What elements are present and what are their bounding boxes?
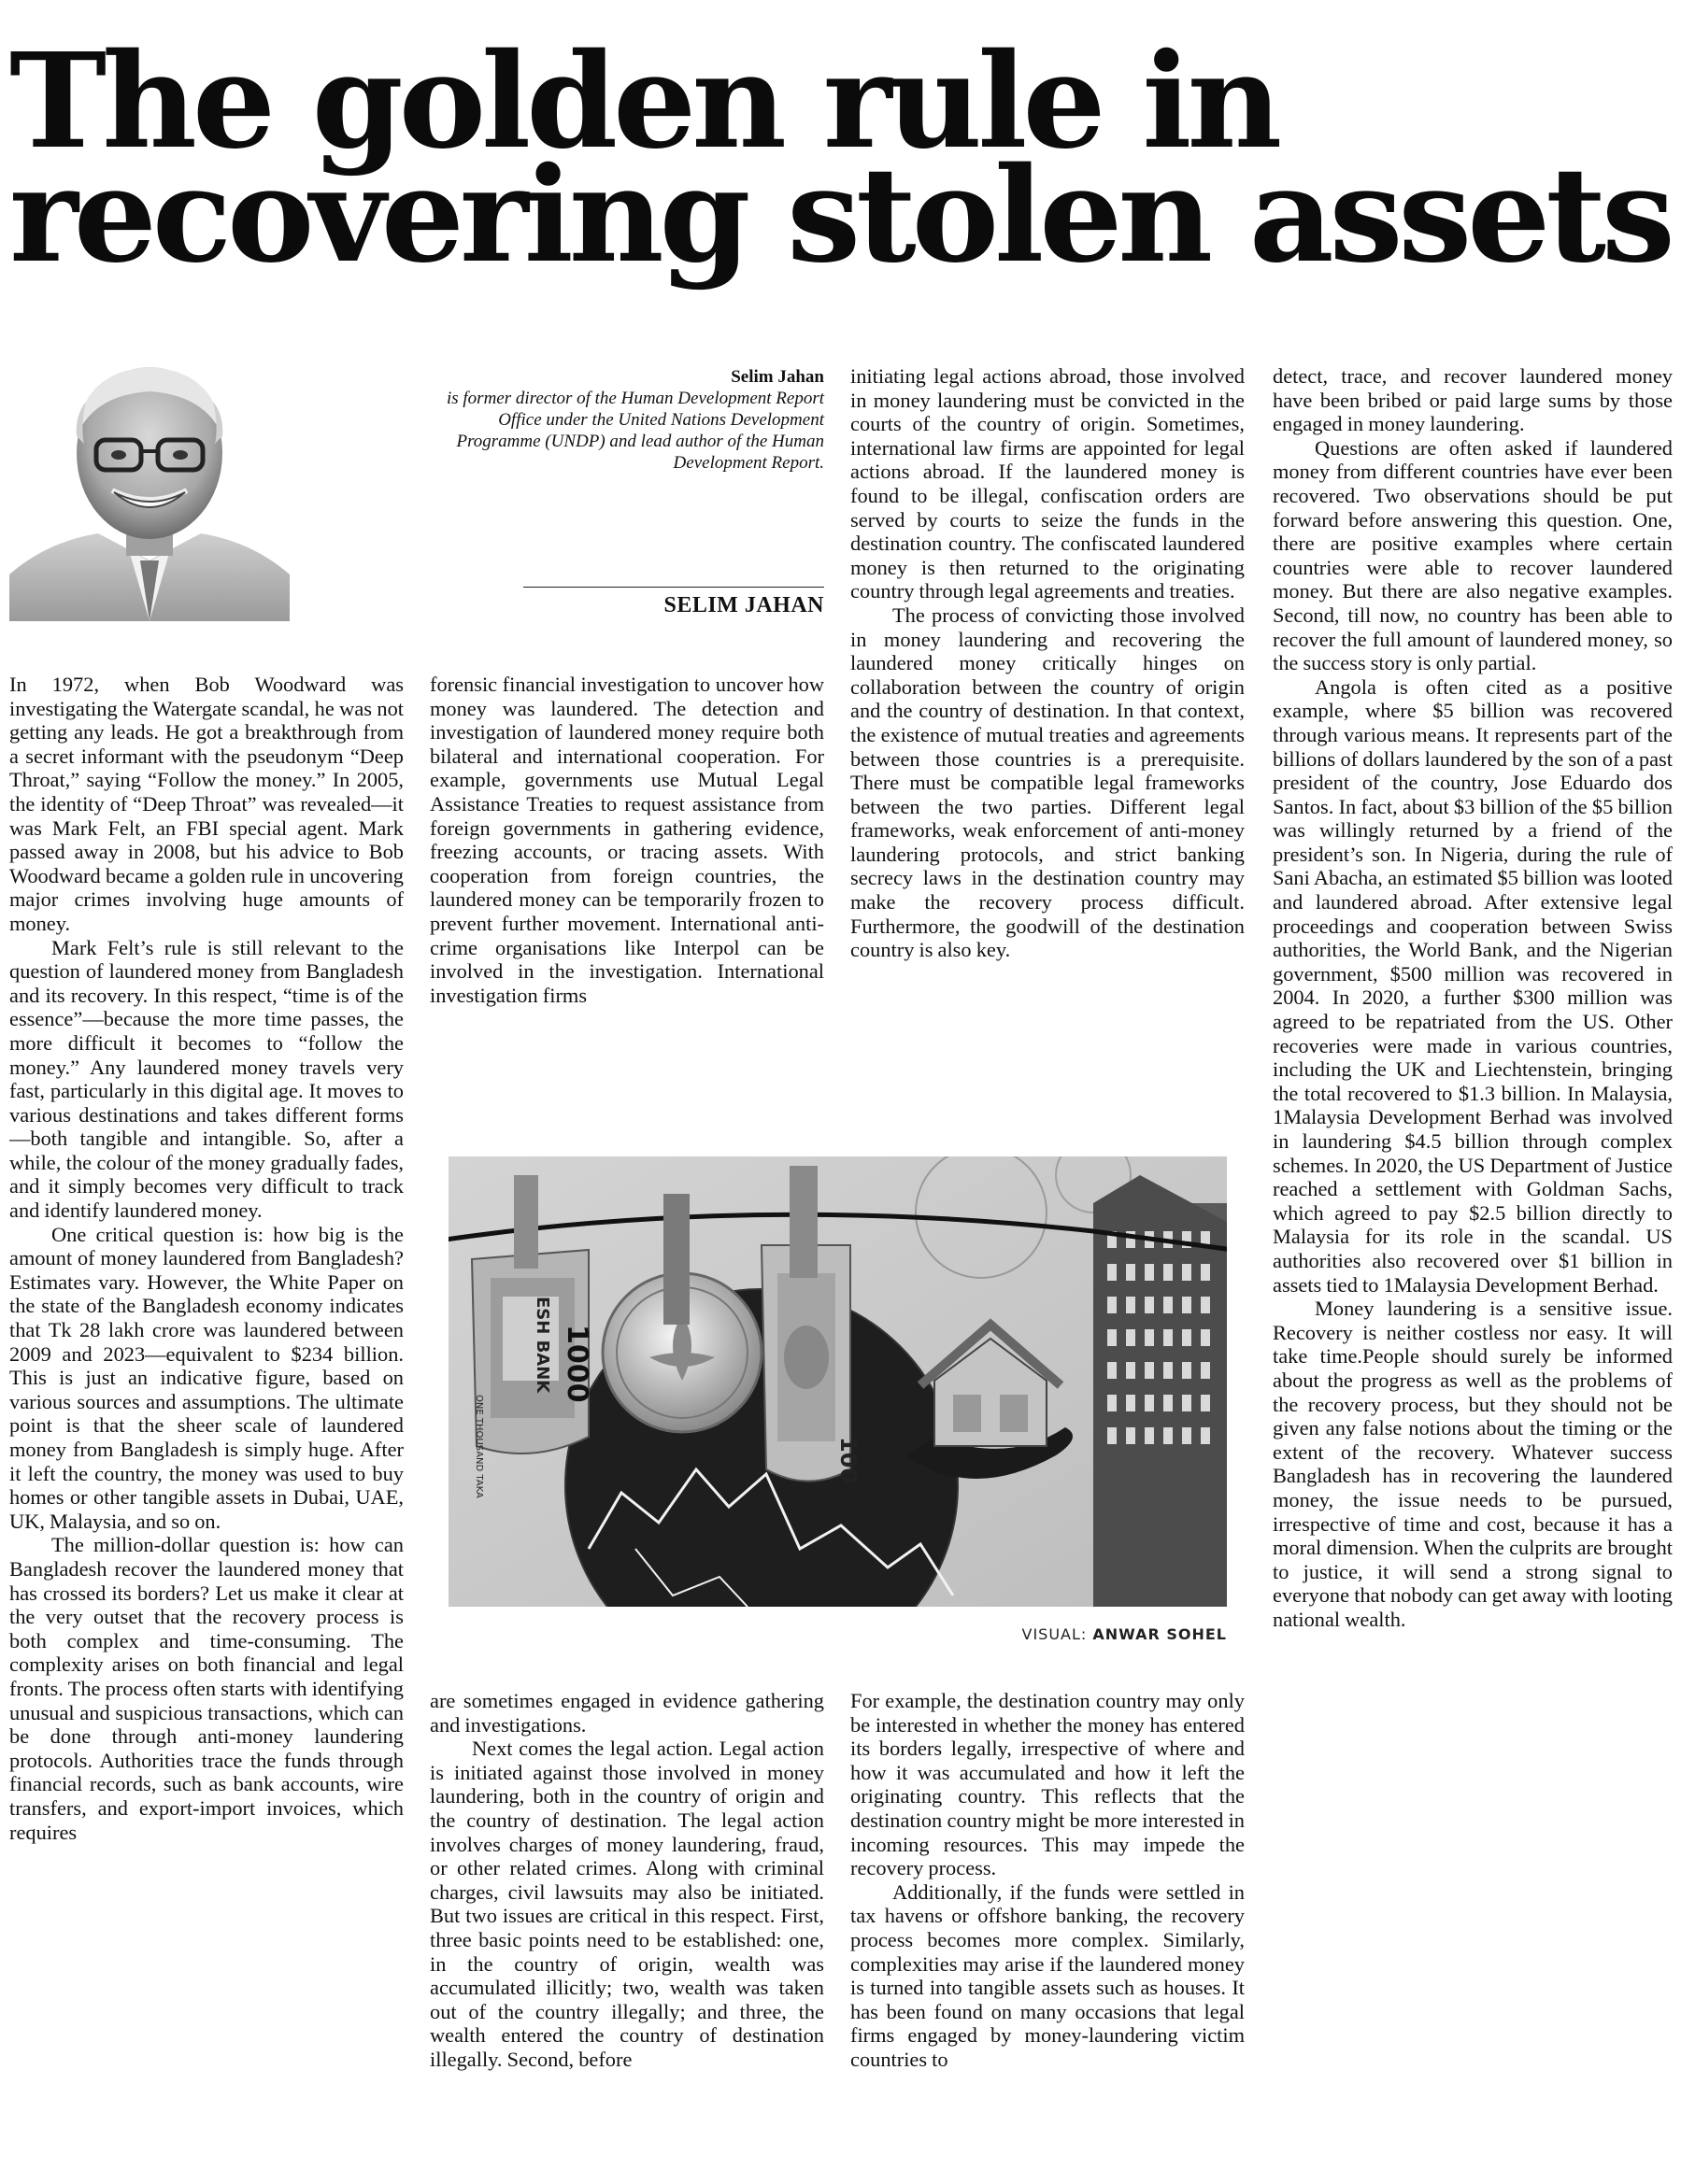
paragraph: are sometimes engaged in evidence gathering and investigations. xyxy=(430,1689,824,1737)
article-column-1 xyxy=(9,673,404,2177)
byline: SELIM JAHAN xyxy=(523,587,824,618)
paragraph: In 1972, when Bob Woodward was investigating the Watergate scandal, he was not getting any leads. He got a breakthrough from a secret informant with the pseudonym “Deep Throat,” saying “Follow the money.” In 2005, the identity of “Deep Throat” was revealed—it was Mark Felt, an FBI special agent. Mark passed away in 2008, but his advice to Bob Woodward became a golden rule in uncovering major crimes involving huge amounts of money. xyxy=(9,673,404,935)
paragraph: initiating legal actions abroad, those involved in money laundering must be convicted in the courts of the country of origin. Sometimes, international law firms are appointed for legal actions abroad. If the laundered money is found to be illegal, confiscation orders are served by courts to seize the funds in the destination country. The confiscated laundered money is then returned to the originating country through legal agreements and treaties. xyxy=(850,364,1245,603)
paragraph: Money laundering is a sensitive issue. Recovery is neither costless nor easy. It will take time.People should surely be informed about the progress as well as the problems of the recovery process, but they should not be given any false notions about the timing or the extent of the recovery. Whatever success Bangladesh has in recovering the laundered money, the issue needs to be pursued, irrespective of time and cost, because it has a moral dimension. When the culprits are brought to justice, it will send a strong signal to everyone that nobody can get away with looting national wealth. xyxy=(1273,1297,1673,1631)
paragraph: Questions are often asked if laundered money from different countries have ever been recovered. Two observations should be put forward before answering this question. One, there are positive examples where certain countries were able to recover laundered money. But there are also negative examples. Second, till now, no country has been able to recover the full amount of laundered money, so the success story is only partial. xyxy=(1273,435,1673,675)
banknote-bank-text: ESH BANK xyxy=(533,1297,552,1394)
author-block xyxy=(439,366,824,474)
article-illustration xyxy=(449,1156,1227,1607)
dollar-value-text: 100 xyxy=(835,1437,862,1484)
author-name: Selim Jahan xyxy=(731,367,824,387)
article-column-2-bottom xyxy=(430,1689,824,2177)
visual-credit-label: VISUAL: xyxy=(1021,1625,1088,1643)
visual-credit-name: ANWAR SOHEL xyxy=(1092,1625,1227,1643)
paragraph: Next comes the legal action. Legal action is initiated against those involved in money laundering, both in the country of origin and the country of destination. The legal action involves charges of money laundering, fraud, or other related crimes. Along with criminal charges, civil lawsuits may also be initiated. But two issues are critical in this respect. First, three basic points need to be established: one, in the country of origin, wealth was accumulated illicitly; two, wealth was taken out of the country illegally; and three, the wealth entered the country of destination illegally. Second, before xyxy=(430,1737,824,2071)
clothespin-3 xyxy=(790,1166,818,1278)
author-portrait xyxy=(9,350,290,621)
banknote-dollar xyxy=(762,1245,862,1483)
clothespin-2 xyxy=(663,1194,690,1325)
visual-credit xyxy=(972,1625,1227,1643)
paragraph: For example, the destination country may only be interested in whether the money has entered its borders legally, irrespective of where and how it was accumulated and how it left the originating country. This reflects that the destination country might be more interested in incoming resources. This may impede the recovery process. xyxy=(850,1689,1245,1880)
banknote-words-text: ONE THOUSAND TAKA xyxy=(474,1395,484,1498)
author-bio: is former director of the Human Development Report Office under the United Nations Development Programme (UNDP) and lead author of the Human Development Report. xyxy=(446,389,824,473)
clothespin-1 xyxy=(514,1175,538,1269)
paragraph: forensic financial investigation to uncover how money was laundered. The detection and investigation of laundered money require both bilateral and international cooperation. For example, governments use Mutual Legal Assistance Treaties to request assistance from foreign governments in gathering evidence, freezing accounts, or tracing assets. With cooperation from foreign countries, the laundered money can be temporarily frozen to prevent further movement. International anti-crime organisations like Interpol can be involved in the investigation. International investigation firms xyxy=(430,673,824,1007)
headline-line-1: The golden rule in xyxy=(9,25,1278,178)
article-column-2-top xyxy=(430,673,824,1123)
banknote-value-text: 1000 xyxy=(561,1325,593,1403)
article-column-3-bottom xyxy=(850,1689,1245,2177)
headline xyxy=(9,25,1673,292)
paragraph: The million-dollar question is: how can Bangladesh recover the laundered money that has crossed its borders? Let us make it clear at the very outset that the recovery process is both complex and time-consuming. The complexity arises on both financial and legal fronts. The process often starts with identifying unusual and suspicious transactions, which can be done through anti-money laundering protocols. Authorities trace the funds through financial records, such as bank accounts, wire transfers, and export-import invoices, which requires xyxy=(9,1533,404,1844)
article-column-3-top xyxy=(850,364,1245,1123)
paragraph: Mark Felt’s rule is still relevant to the question of laundered money from Bangladesh and its recovery. In this respect, “time is of the essence”—because the more time passes, the more difficult it becomes to “follow the money.” Any laundered money travels very fast, particularly in this digital age. It moves to various destinations and takes different forms—both tangible and intangible. So, after a while, the colour of the money gradually fades, and it simply becomes very difficult to track and identify laundered money. xyxy=(9,935,404,1223)
paragraph: detect, trace, and recover laundered money have been bribed or paid large sums by those engaged in money laundering. xyxy=(1273,364,1673,436)
paragraph: The process of convicting those involved in money laundering and recovering the laundered money critically hinges on collaboration between the country of origin and the country of destination. In that context, the existence of mutual treaties and agreements between those countries is a prerequisite. There must be compatible legal frameworks between the two parties. Different legal frameworks, weak enforcement of anti-money laundering protocols, and strict banking secrecy laws in the destination country may make the recovery process difficult. Furthermore, the goodwill of the destination country is also key. xyxy=(850,603,1245,962)
paragraph: One critical question is: how big is the amount of money laundered from Bangladesh? Estimates vary. However, the White Paper on the state of the Bangladesh economy indicates that Tk 28 lakh crore was laundered between 2009 and 2023—equivalent to $234 billion. This is just an indicative figure, based on various sources and assumptions. The ultimate point is that the sheer scale of laundered money from Bangladesh is simply huge. After it left the country, the money was used to buy homes or other tangible assets in Dubai, UAE, UK, Malaysia, and so on. xyxy=(9,1222,404,1533)
article-column-4 xyxy=(1273,364,1673,2177)
paragraph: Additionally, if the funds were settled in tax havens or offshore banking, the recovery process becomes more complex. Similarly, complexities may arise if the laundered money is turned into tangible assets such as houses. It has been found on many occasions that legal firms engaged by money-laundering victim countries to xyxy=(850,1879,1245,2071)
paragraph: Angola is often cited as a positive example, where $5 billion was recovered through various means. It represents part of the billions of dollars laundered by the son of a past president of the country, Jose Eduardo dos Santos. In fact, about $3 billion of the $5 billion was willingly returned by a friend of the president’s son. In Nigeria, during the rule of Sani Abacha, an estimated $5 billion was looted and laundered abroad. After extensive legal proceedings and cooperation between Swiss authorities, the World Bank, and the Nigerian government, $500 million was recovered in 2004. In 2020, a further $300 million was agreed to be repatriated from the US. Other recoveries were made in various countries, including the UK and Liechtenstein, bringing the total recovered to $1.3 billion. In Malaysia, 1Malaysia Development Berhad was involved in laundering $4.5 billion through complex schemes. In 2020, the US Department of Justice reached a settlement with Goldman Sachs, which agreed to pay $2.5 billion directly to Malaysia for its role in the scandal. US authorities also recovered over $1 billion in assets tied to 1Malaysia Development Berhad. xyxy=(1273,674,1673,1297)
headline-line-2: recovering stolen assets xyxy=(9,139,1671,292)
